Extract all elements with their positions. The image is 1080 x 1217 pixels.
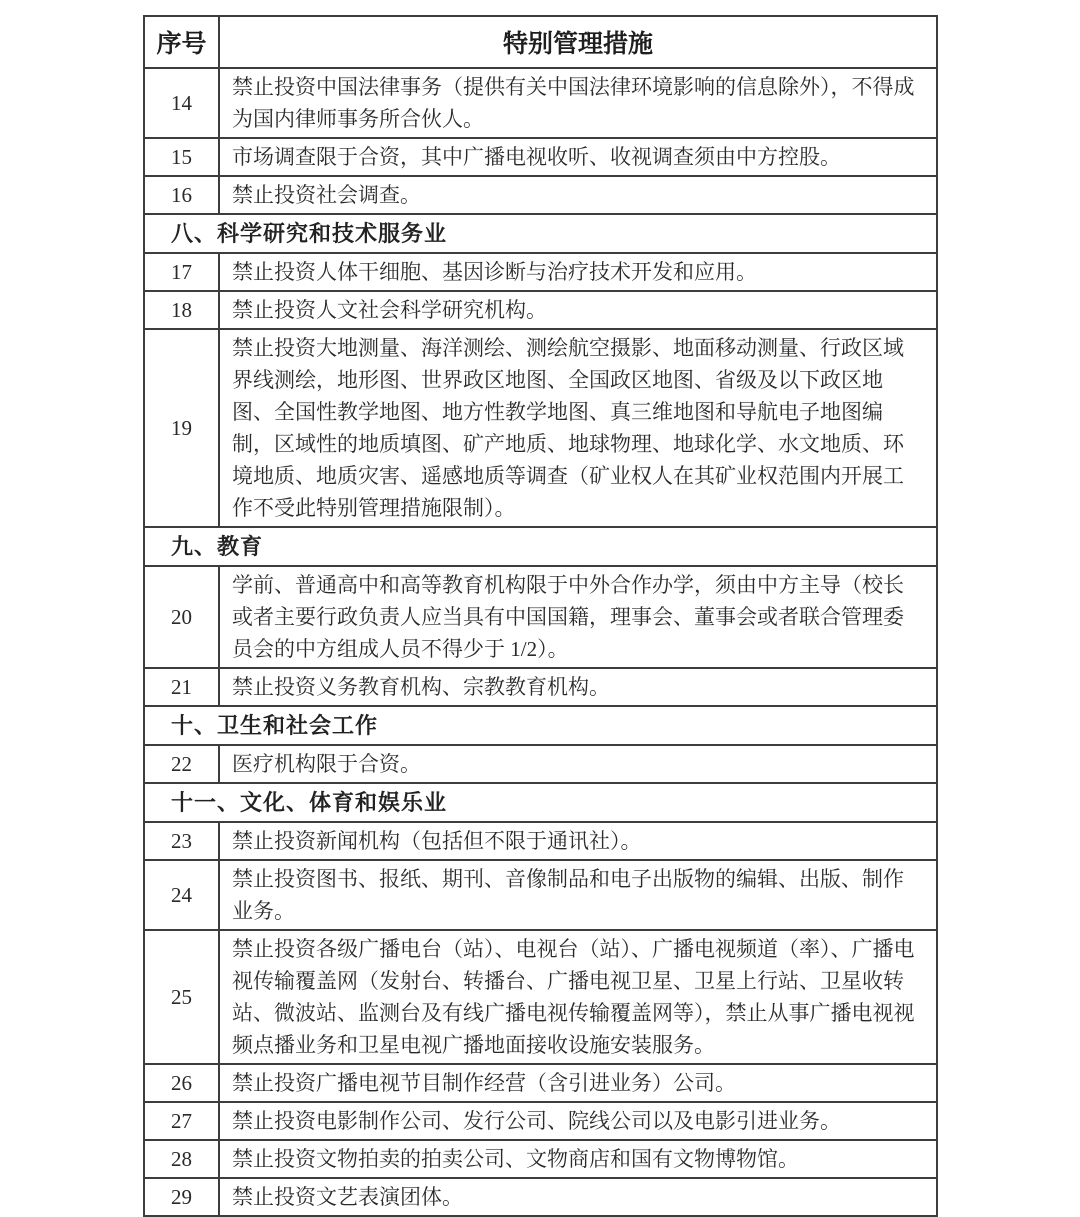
column-header-number: 序号 — [144, 16, 219, 68]
measure-text-cell: 禁止投资社会调查。 — [219, 176, 937, 214]
measure-text-cell: 禁止投资大地测量、海洋测绘、测绘航空摄影、地面移动测量、行政区域界线测绘，地形图、世界政区地图、全国政区地图、省级及以下政区地图、全国性教学地图、地方性教学地图、真三维地图和导航电子地图编制，区域性的地质填图、矿产地质、地球物理、地球化学、水文地质、环境地质、地质灾害、遥感地质等调查（矿业权人在其矿业权范围内开展工作不受此特别管理措施限制）。 — [219, 329, 937, 527]
measure-text-cell: 禁止投资中国法律事务（提供有关中国法律环境影响的信息除外），不得成为国内律师事务所合伙人。 — [219, 68, 937, 138]
measure-text-cell: 禁止投资各级广播电台（站）、电视台（站）、广播电视频道（率）、广播电视传输覆盖网（发射台、转播台、广播电视卫星、卫星上行站、卫星收转站、微波站、监测台及有线广播电视传输覆盖网等），禁止从事广播电视视频点播业务和卫星电视广播地面接收设施安装服务。 — [219, 930, 937, 1064]
measure-text-cell: 禁止投资电影制作公司、发行公司、院线公司以及电影引进业务。 — [219, 1102, 937, 1140]
header-row — [144, 16, 937, 68]
table-row — [144, 745, 937, 783]
table-row — [144, 1064, 937, 1102]
table-row — [144, 138, 937, 176]
section-header-cell: 十一、文化、体育和娱乐业 — [144, 783, 937, 822]
table-row — [144, 291, 937, 329]
row-number-cell: 14 — [144, 68, 219, 138]
table-row — [144, 1140, 937, 1178]
measure-text-cell: 市场调查限于合资，其中广播电视收听、收视调查须由中方控股。 — [219, 138, 937, 176]
row-number-cell: 27 — [144, 1102, 219, 1140]
table-body — [144, 68, 937, 1216]
table-row — [144, 1102, 937, 1140]
section-row — [144, 214, 937, 253]
table-row — [144, 253, 937, 291]
section-row — [144, 527, 937, 566]
row-number-cell: 15 — [144, 138, 219, 176]
row-number-cell: 24 — [144, 860, 219, 930]
measure-text-cell: 禁止投资人文社会科学研究机构。 — [219, 291, 937, 329]
table-row — [144, 930, 937, 1064]
measure-text-cell: 学前、普通高中和高等教育机构限于中外合作办学，须由中方主导（校长或者主要行政负责人应当具有中国国籍，理事会、董事会或者联合管理委员会的中方组成人员不得少于 1/2）。 — [219, 566, 937, 668]
table-row — [144, 668, 937, 706]
section-header-cell: 十、卫生和社会工作 — [144, 706, 937, 745]
row-number-cell: 20 — [144, 566, 219, 668]
row-number-cell: 29 — [144, 1178, 219, 1216]
table-header — [144, 16, 937, 68]
row-number-cell: 26 — [144, 1064, 219, 1102]
table-row — [144, 1178, 937, 1216]
measure-text-cell: 禁止投资人体干细胞、基因诊断与治疗技术开发和应用。 — [219, 253, 937, 291]
measure-text-cell: 禁止投资广播电视节目制作经营（含引进业务）公司。 — [219, 1064, 937, 1102]
row-number-cell: 18 — [144, 291, 219, 329]
special-measures-table — [143, 15, 938, 1217]
table-row — [144, 860, 937, 930]
row-number-cell: 16 — [144, 176, 219, 214]
row-number-cell: 17 — [144, 253, 219, 291]
measure-text-cell: 禁止投资新闻机构（包括但不限于通讯社）。 — [219, 822, 937, 860]
table-row — [144, 329, 937, 527]
measure-text-cell: 禁止投资文物拍卖的拍卖公司、文物商店和国有文物博物馆。 — [219, 1140, 937, 1178]
row-number-cell: 28 — [144, 1140, 219, 1178]
measure-text-cell: 禁止投资文艺表演团体。 — [219, 1178, 937, 1216]
row-number-cell: 21 — [144, 668, 219, 706]
row-number-cell: 19 — [144, 329, 219, 527]
measure-text-cell: 医疗机构限于合资。 — [219, 745, 937, 783]
measure-text-cell: 禁止投资图书、报纸、期刊、音像制品和电子出版物的编辑、出版、制作业务。 — [219, 860, 937, 930]
table-row — [144, 176, 937, 214]
table-row — [144, 68, 937, 138]
section-header-cell: 九、教育 — [144, 527, 937, 566]
row-number-cell: 25 — [144, 930, 219, 1064]
column-header-measure: 特别管理措施 — [219, 16, 937, 68]
row-number-cell: 23 — [144, 822, 219, 860]
section-row — [144, 783, 937, 822]
table-row — [144, 566, 937, 668]
section-header-cell: 八、科学研究和技术服务业 — [144, 214, 937, 253]
measure-text-cell: 禁止投资义务教育机构、宗教教育机构。 — [219, 668, 937, 706]
row-number-cell: 22 — [144, 745, 219, 783]
section-row — [144, 706, 937, 745]
table-row — [144, 822, 937, 860]
